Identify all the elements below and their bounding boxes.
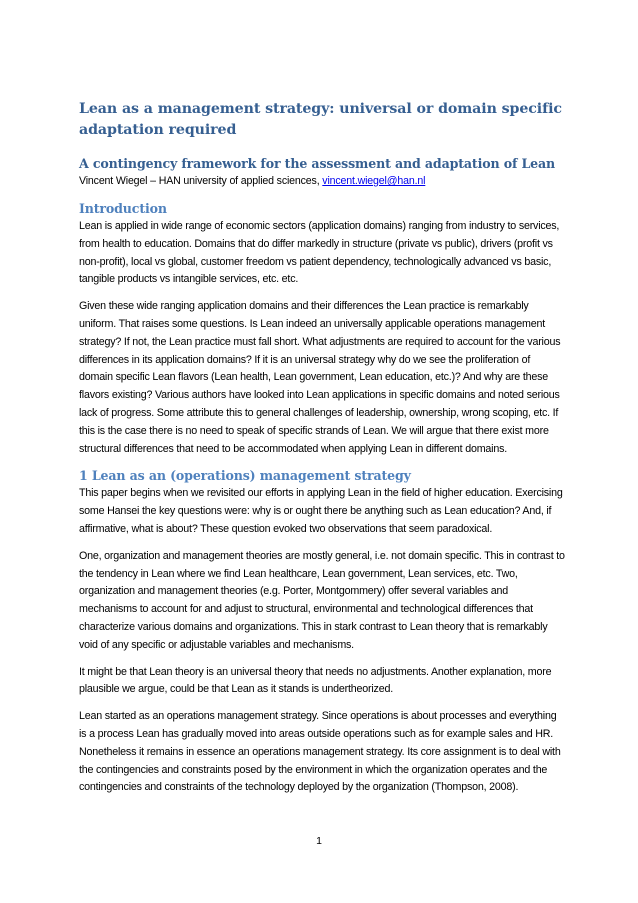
page-number: 1 — [316, 835, 322, 847]
section-1-paragraph-3: It might be that Lean theory is an universal theory that needs no adjustments. Another explanation, more plausible we argue, could be that Lean as it stands is undertheorized. — [79, 665, 552, 696]
section-1-paragraph-4: Lean started as an operations management strategy. Since operations is about processes and everything is a process Lean has gradually moved into areas outside operations such as for example sales and HR. Nonetheless it remains in essence an operations management strategy. Its core assignment is to deal with the contingencies and constraints posed by the environment in which the organization operates and the contingencies and constraints of the technology deployed by the organization (Thompson, 2008). — [79, 710, 561, 794]
section-1-paragraph-2: One, organization and management theories are mostly general, i.e. not domain specific. This in contrast to the tendency in Lean where we find Lean healthcare, Lean government, Lean services, etc. Two, organization and management theories (e.g. Porter, Montgommery) offer several variables and mechanisms to account for and adjust to structural, environmental and technological differences that characterize various domains and organizations. This in stark contrast to Lean theory that is remarkably void of any specific or adjustable variables and mechanisms. — [79, 549, 565, 651]
section-1-paragraph-1: This paper begins when we revisited our efforts in applying Lean in the field of higher education. Exercising some Hansei the key questions were: why is or ought there be anything such as Lean education? And, if affirmative, what is about? These question evoked two observations that seem paradoxical. — [79, 487, 563, 535]
intro-paragraph-2: Given these wide ranging application domains and their differences the Lean practice is remarkably uniform. That raises some questions. Is Lean indeed an universally applicable operations management strategy? If not, the Lean practice must fall short. What adjustments are required to account for the various differences in its application domains? If it is an universal strategy why do we see the proliferation of domain specific Lean flavors (Lean health, Lean government, Lean education, etc.)? And why are these flavors existing? Various authors have looked into Lean applications in specific domains and noted serious lack of progress. Some attribute this to general challenges of leadership, ownership, wrong scoping, etc. If this is the case there is no need to speak of specific strands of Lean. We will argue that there exist more structural differences that need to be accommodated when applying Lean in different domains. — [79, 300, 561, 455]
author-line — [79, 174, 565, 188]
intro-paragraph-1: Lean is applied in wide range of economic sectors (application domains) ranging from industry to services, from health to education. Domains that do differ markedly in structure (private vs public), drivers (profit vs non-profit), local vs global, customer freedom vs patient dependency, technologically advanced vs basic, tangible products vs intangible services, etc. etc. — [79, 220, 560, 286]
section-heading-introduction: Introduction — [79, 201, 167, 216]
page-content — [79, 99, 565, 806]
paper-subtitle: A contingency framework for the assessment and adaptation of Lean — [79, 156, 556, 171]
author-text: Vincent Wiegel – HAN university of applied sciences, — [79, 175, 323, 187]
author-email-link[interactable]: vincent.wiegel@han.nl — [322, 175, 426, 187]
section-heading-1: 1 Lean as an (operations) management strategy — [79, 468, 411, 484]
paper-title: Lean as a management strategy: universal or domain specific adaptation required — [79, 101, 562, 138]
